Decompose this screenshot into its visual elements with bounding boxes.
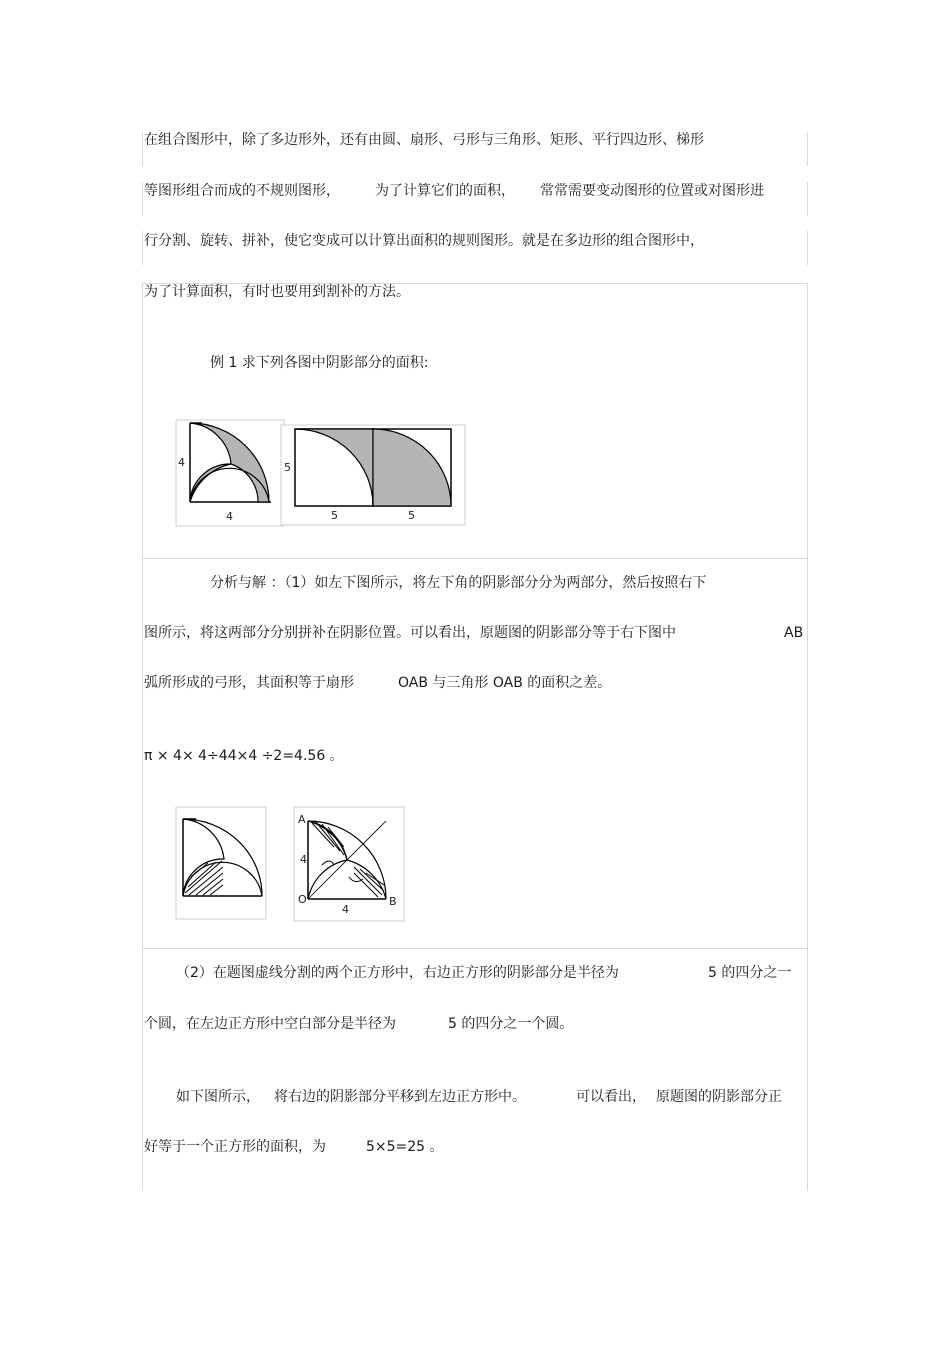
- fig2-label-side: 4: [300, 853, 307, 866]
- divider-3: [142, 948, 807, 949]
- part2-line-1-tail: 5 的四分之一: [708, 965, 792, 981]
- intro-line-2a: 等图形组合而成的不规则图形，: [144, 183, 340, 199]
- part2-line-2a: 个圆，在左边正方形中空白部分是半径为: [144, 1016, 396, 1032]
- part2-line-2b: 5 的四分之一个圆。: [448, 1016, 574, 1032]
- fig1-right-bottom-label-a: 5: [331, 509, 338, 522]
- analysis-line-3b: OAB 与三角形 OAB 的面积之差。: [398, 675, 612, 691]
- figure-1-left: [176, 420, 286, 526]
- analysis-formula: π × 4× 4÷44×4 ÷2=4.56 。: [144, 748, 344, 764]
- fig1-right-side-label: 5: [284, 461, 291, 474]
- intro-line-3: 行分割、旋转、拼补，使它变成可以计算出面积的规则图形。就是在多边形的组合图形中，: [144, 233, 704, 249]
- fig2-label-o: O: [298, 893, 307, 906]
- example-heading: 例 1 求下列各图中阴影部分的面积:: [210, 355, 429, 371]
- part2-line-3a: 如下图所示，: [176, 1089, 260, 1105]
- part2-line-4a: 好等于一个正方形的面积，为: [144, 1139, 326, 1155]
- analysis-line-2: 图所示，将这两部分分别拼补在阴影位置。可以看出，原题图的阴影部分等于右下图中: [144, 625, 676, 641]
- analysis-line-1: 分析与解 ：（1）如左下图所示，将左下角的阴影部分分为两部分，然后按照右下: [210, 575, 707, 591]
- figure-1-right: [281, 425, 467, 525]
- part2-line-1: （2）在题图虚线分割的两个正方形中，右边正方形的阴影部分是半径为: [176, 965, 619, 981]
- fig1-left-side-label: 4: [178, 456, 185, 469]
- divider-2: [142, 558, 807, 559]
- fig1-right-bottom-label-b: 5: [408, 509, 415, 522]
- analysis-line-2-tail: AB: [784, 625, 804, 641]
- fig1-left-bottom-label: 4: [226, 510, 233, 523]
- intro-line-2b: 为了计算它们的面积，: [375, 183, 515, 199]
- part2-line-4b: 5×5=25 。: [366, 1139, 444, 1155]
- part2-line-3c: 可以看出，: [576, 1089, 646, 1105]
- intro-line-4: 为了计算面积，有时也要用到割补的方法。: [144, 284, 410, 300]
- figure-2-left: [176, 807, 268, 919]
- intro-line-1: 在组合图形中，除了多边形外，还有由圆、扇形、弓形与三角形、矩形、平行四边形、梯形: [144, 132, 704, 148]
- analysis-line-3a: 弧所形成的弓形，其面积等于扇形: [144, 675, 354, 691]
- figure-2-right: [294, 807, 406, 921]
- fig2-label-bottom: 4: [342, 903, 349, 916]
- part2-line-3d: 原题图的阴影部分正: [656, 1089, 782, 1105]
- fig2-label-a: A: [298, 813, 306, 826]
- fig2-label-b: B: [389, 895, 397, 908]
- part2-line-3b: 将右边的阴影部分平移到左边正方形中。: [274, 1089, 526, 1105]
- intro-line-2c: 常常需要变动图形的位置或对图形进: [540, 183, 764, 199]
